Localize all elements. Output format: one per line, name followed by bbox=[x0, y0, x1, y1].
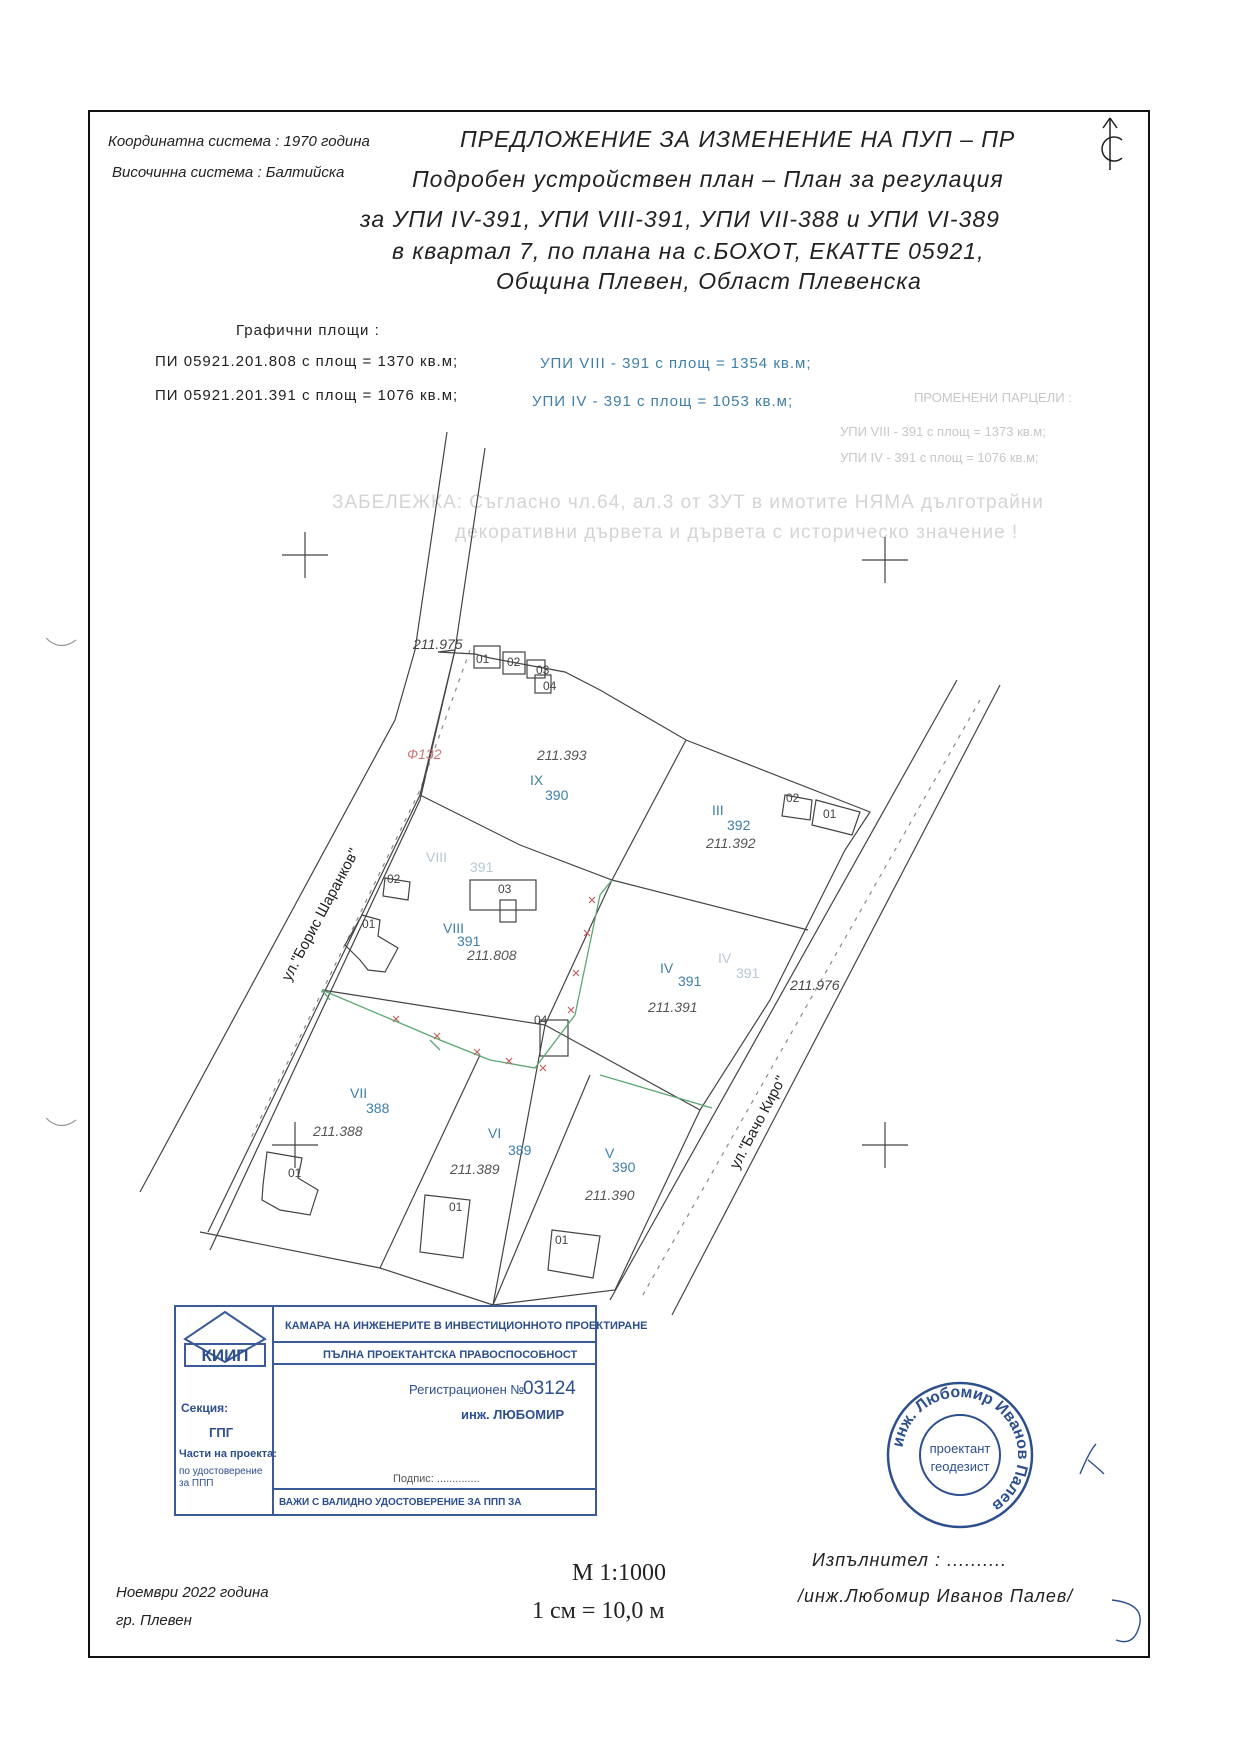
plot-roman: V bbox=[605, 1145, 615, 1161]
street-2-name: ул."Бачо Киро" bbox=[726, 1073, 790, 1172]
plot-number: 391 bbox=[457, 933, 481, 949]
plot-id: 211.389 bbox=[450, 1161, 500, 1177]
plot-id: 211.390 bbox=[585, 1187, 635, 1203]
building-number: 01 bbox=[288, 1166, 302, 1180]
round-stamp-inner-2: геодезист bbox=[930, 1459, 990, 1474]
plot-id: 211.808 bbox=[467, 947, 517, 963]
grid-crosshair bbox=[862, 537, 908, 583]
street-1-name: ул."Борис Шаранков" bbox=[278, 845, 363, 984]
old-plot-roman: VIII bbox=[426, 849, 448, 865]
stamp-reg-no: 03124 bbox=[523, 1378, 576, 1399]
upi-area-1: УПИ VIII - 391 с площ = 1354 кв.м; bbox=[540, 355, 812, 372]
grid-crosshair bbox=[272, 1122, 318, 1168]
title-line-5: Община Плевен, Област Плевенска bbox=[496, 268, 922, 294]
coordinate-system: Координатна система : 1970 година bbox=[108, 133, 370, 150]
building-number: 01 bbox=[476, 652, 490, 666]
stamp-parts-1: по удостоверение bbox=[179, 1466, 263, 1477]
signature-mark bbox=[1072, 1440, 1112, 1480]
height-system: Височинна система : Балтийска bbox=[112, 164, 345, 181]
stamp-reg-label: Регистрационен № bbox=[409, 1382, 525, 1397]
title-line-4: в квартал 7, по плана на с.БОХОТ, ЕКАТТЕ 05921, bbox=[392, 238, 985, 264]
plot-roman: IV bbox=[660, 960, 674, 976]
executor-name: /инж.Любомир Иванов Палев/ bbox=[798, 1586, 1074, 1606]
stamp-section-label: Секция: bbox=[181, 1401, 229, 1415]
building bbox=[262, 1152, 318, 1215]
stamp-engineer: инж. ЛЮБОМИР bbox=[461, 1407, 565, 1422]
scale-ratio: 1 см = 10,0 м bbox=[532, 1598, 665, 1624]
kiip-logo: КИИП bbox=[201, 1346, 249, 1365]
executor-label: Изпълнител : .......... bbox=[812, 1550, 1007, 1570]
plot-roman: IX bbox=[530, 772, 544, 788]
note-line-1: ЗАБЕЛЕЖКА: Съгласно чл.64, ал.3 от ЗУТ в имотите НЯМА дълготрайни bbox=[332, 492, 1044, 513]
round-stamp-ring: инж. Любомир Иванов Палев bbox=[889, 1383, 1032, 1515]
plot-number: 392 bbox=[727, 817, 751, 833]
plot-roman: VIII bbox=[443, 920, 465, 936]
plot-id: 211.388 bbox=[313, 1123, 363, 1139]
plot-id: 211.391 bbox=[648, 999, 698, 1015]
stamp-sign: Подпис: .............. bbox=[393, 1473, 480, 1485]
plot-number: 391 bbox=[678, 973, 702, 989]
building-number: 01 bbox=[449, 1200, 463, 1214]
plot-number: 389 bbox=[508, 1142, 532, 1158]
removed-boundary-marks bbox=[393, 897, 595, 1071]
plot-roman: III bbox=[712, 802, 724, 818]
building-number: 04 bbox=[543, 679, 557, 693]
old-plot-number: 391 bbox=[736, 965, 760, 981]
note-line-2: декоративни дървета и дървета с историческо значение ! bbox=[455, 522, 1019, 543]
scale: М 1:1000 bbox=[572, 1560, 667, 1586]
plot-number: 388 bbox=[366, 1100, 390, 1116]
engineer-round-stamp bbox=[880, 1375, 1040, 1535]
street-bacho-kiro-edge bbox=[672, 685, 1000, 1315]
building-number: 04 bbox=[534, 1013, 548, 1027]
stamp-parts-2: за ППП bbox=[179, 1478, 214, 1489]
stamp-valid: ВАЖИ С ВАЛИДНО УДОСТОВЕРЕНИЕ ЗА ППП ЗА bbox=[279, 1497, 522, 1508]
building-number: 03 bbox=[536, 663, 550, 677]
footer-date: Ноември 2022 година bbox=[116, 1584, 269, 1601]
stamp-parts-label: Части на проекта: bbox=[179, 1448, 277, 1460]
street-parcel-label: Ф132 bbox=[407, 746, 442, 762]
changed-parcel-2: УПИ IV - 391 с площ = 1076 кв.м; bbox=[840, 450, 1039, 465]
changed-parcel-1: УПИ VIII - 391 с площ = 1373 кв.м; bbox=[840, 424, 1046, 439]
upi-area-2: УПИ IV - 391 с площ = 1053 кв.м; bbox=[532, 393, 794, 410]
street-bacho-kiro-edge bbox=[610, 680, 957, 1300]
building-number: 01 bbox=[362, 917, 376, 931]
old-plot-roman: IV bbox=[718, 950, 732, 966]
building-number: 02 bbox=[507, 655, 521, 669]
pi-area-2: ПИ 05921.201.391 с площ = 1076 кв.м; bbox=[155, 387, 459, 404]
plot-number: 390 bbox=[612, 1159, 636, 1175]
grid-crosshair bbox=[282, 532, 328, 578]
street-boris-sharankov-edge bbox=[140, 432, 447, 1192]
grid-crosshair bbox=[862, 1122, 908, 1168]
stamp-line-1: КАМАРА НА ИНЖЕНЕРИТЕ В ИНВЕСТИЦИОННОТО ПРОЕКТИРАНЕ bbox=[285, 1320, 648, 1332]
plot-roman: VII bbox=[350, 1085, 368, 1101]
old-plot-number: 391 bbox=[470, 859, 494, 875]
building-number: 03 bbox=[498, 882, 512, 896]
title-line-3: за УПИ IV-391, УПИ VIII-391, УПИ VII-388 и УПИ VI-389 bbox=[360, 206, 1000, 232]
building-number: 02 bbox=[786, 791, 800, 805]
plot-id: 211.392 bbox=[706, 835, 756, 851]
title-line-2: Подробен устройствен план – План за регулация bbox=[412, 166, 1004, 192]
street-2-id: 211.976 bbox=[790, 977, 840, 993]
street-1-id: 211.975 bbox=[413, 636, 463, 652]
building-number: 02 bbox=[387, 872, 401, 886]
building bbox=[420, 1195, 470, 1258]
round-stamp-inner-1: проектант bbox=[929, 1441, 991, 1456]
title-line-1: ПРЕДЛОЖЕНИЕ ЗА ИЗМЕНЕНИЕ НА ПУП – ПР bbox=[460, 126, 1016, 152]
footer-city: гр. Плевен bbox=[116, 1612, 192, 1629]
kiip-stamp bbox=[173, 1304, 648, 1517]
plot-number: 390 bbox=[545, 787, 569, 803]
changed-parcels-heading: ПРОМЕНЕНИ ПАРЦЕЛИ : bbox=[914, 390, 1072, 405]
building-number: 01 bbox=[555, 1233, 569, 1247]
stamp-line-2: ПЪЛНА ПРОЕКТАНТСКА ПРАВОСПОСОБНОСТ bbox=[323, 1349, 578, 1361]
signature-mark bbox=[1108, 1590, 1168, 1650]
pi-area-1: ПИ 05921.201.808 с площ = 1370 кв.м; bbox=[155, 353, 459, 370]
building-number: 01 bbox=[823, 807, 837, 821]
areas-heading: Графични площи : bbox=[236, 322, 380, 339]
stamp-section: ГПГ bbox=[209, 1425, 234, 1440]
proposed-regulation-line bbox=[322, 880, 712, 1108]
plot-roman: VI bbox=[488, 1125, 502, 1141]
plot-id: 211.393 bbox=[537, 747, 587, 763]
